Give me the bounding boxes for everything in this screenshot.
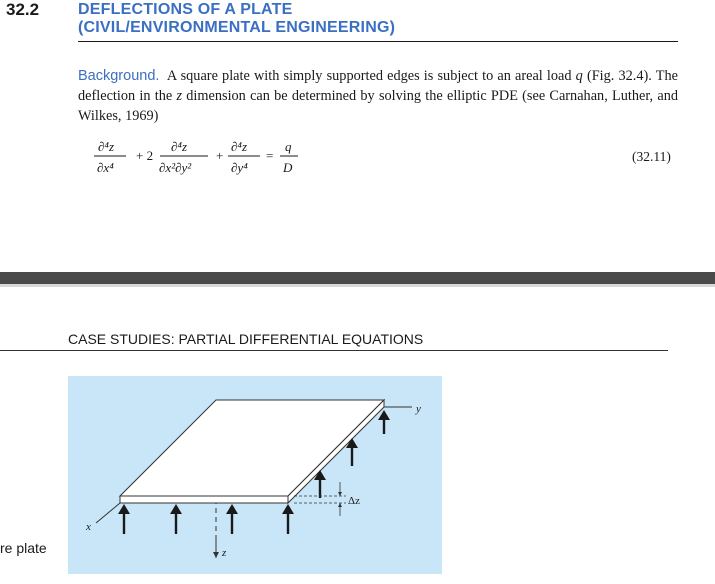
header-rule xyxy=(0,350,668,351)
rhs-numerator: q xyxy=(285,139,292,154)
term2-denominator: ∂x²∂y² xyxy=(159,160,192,175)
dz-label: Δz xyxy=(348,495,360,507)
plate-diagram xyxy=(68,376,442,574)
paragraph-text-2: (Fig. 32.4). The deflection in the xyxy=(78,68,678,104)
support-arrowhead-3 xyxy=(226,504,238,514)
background-lead: Background. xyxy=(78,68,160,84)
section-title-line2: (CIVIL/ENVIRONMENTAL ENGINEERING) xyxy=(78,19,396,36)
paragraph-text-3: dimension can be determined by solving the elliptic PDE (see Carnahan, Luther, and Wilkes, 1969) xyxy=(78,88,678,124)
support-arrowhead-4 xyxy=(282,504,294,514)
figure-32-4 xyxy=(68,376,442,574)
plus-sign: + xyxy=(216,148,224,163)
title-rule xyxy=(78,41,678,42)
running-header: CASE STUDIES: PARTIAL DIFFERENTIAL EQUATIONS xyxy=(68,331,424,347)
rhs-denominator: D xyxy=(283,160,293,175)
paragraph-z: z xyxy=(176,88,183,104)
dz-arrowhead-bottom xyxy=(338,503,342,507)
y-axis-label: y xyxy=(416,403,421,415)
figure-caption-fragment: re plate xyxy=(0,540,47,556)
section-title-line1: DEFLECTIONS OF A PLATE xyxy=(78,1,293,18)
support-arrowhead-2 xyxy=(170,504,182,514)
paragraph-text-1: A square plate with simply supported edges is subject to an areal load xyxy=(166,68,576,84)
plate-front-edge xyxy=(120,496,288,503)
paragraph-q: q xyxy=(575,68,583,84)
term3-numerator: ∂⁴z xyxy=(231,139,248,154)
equation-number: (32.11) xyxy=(632,149,671,164)
term3-denominator: ∂y⁴ xyxy=(231,160,248,175)
term1-denominator: ∂x⁴ xyxy=(97,160,114,175)
term2-numerator: ∂⁴z xyxy=(171,139,188,154)
x-axis xyxy=(96,503,120,523)
plate-top-face xyxy=(120,400,384,496)
term1-numerator: ∂⁴z xyxy=(98,139,115,154)
page-break-shadow xyxy=(0,284,715,287)
x-axis-label: x xyxy=(86,521,91,533)
background-paragraph xyxy=(78,66,678,126)
equation-32-11 xyxy=(88,135,318,180)
z-axis-arrowhead xyxy=(213,552,219,558)
z-axis-label: z xyxy=(222,547,227,559)
page-break-band xyxy=(0,272,715,284)
support-arrowhead-1 xyxy=(118,504,130,514)
dz-arrowhead-top xyxy=(338,492,342,496)
plus-two: + 2 xyxy=(136,148,154,163)
section-number: 32.2 xyxy=(6,0,40,19)
equals-sign: = xyxy=(266,148,274,163)
